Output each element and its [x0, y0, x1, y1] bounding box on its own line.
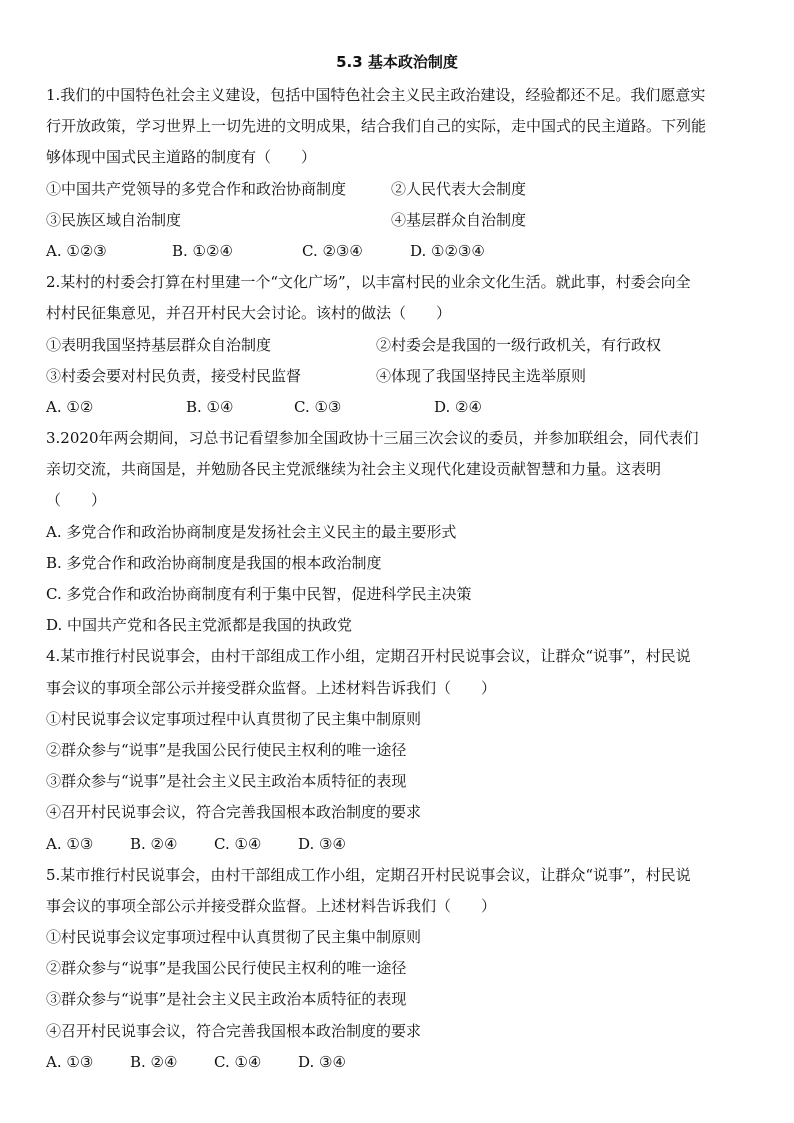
- option-d: D. 中国共产党和各民主党派都是我国的执政党: [46, 616, 353, 635]
- statement-2: ②群众参与“说事”是我国公民行使民主权利的唯一途径: [46, 740, 407, 759]
- choice-d: D. ②④: [434, 397, 482, 416]
- question-stem-line: 3.2020年两会期间，习总书记看望参加全国政协十三届三次会议的委员，并参加联组会，同代表们: [46, 429, 699, 448]
- statement-4: ④体现了我国坚持民主选举原则: [376, 366, 587, 385]
- choice-b: B. ①④: [186, 397, 234, 416]
- choice-a: A. ①②③: [46, 241, 107, 260]
- page-title: 5.3 基本政治制度: [336, 53, 458, 71]
- choice-a: A. ①②: [46, 397, 94, 416]
- question-2: [46, 267, 748, 423]
- statement-1: ①中国共产党领导的多党合作和政治协商制度: [46, 179, 347, 198]
- choice-b: B. ②④: [130, 1052, 178, 1071]
- question-stem-line: 事会议的事项全部公示并接受群众监督。上述材料告诉我们（ ）: [46, 896, 497, 915]
- choice-row: [46, 236, 748, 267]
- statement-4: ④召开村民说事会议，符合完善我国根本政治制度的要求: [46, 1021, 422, 1040]
- statement-3: ③民族区域自治制度: [46, 210, 182, 229]
- statement-3: ③群众参与“说事”是社会主义民主政治本质特征的表现: [46, 990, 407, 1009]
- choice-c: C. ①④: [214, 1052, 262, 1071]
- question-stem-line: 够体现中国式民主道路的制度有（ ）: [46, 148, 317, 167]
- statement-3: ③村委会要对村民负责，接受村民监督: [46, 366, 302, 385]
- choice-c: C. ①④: [214, 834, 262, 853]
- statement-4: ④基层群众自治制度: [391, 210, 527, 229]
- choice-row: [46, 392, 748, 423]
- choice-b: B. ②④: [130, 834, 178, 853]
- question-stem-line: 行开放政策，学习世界上一切先进的文明成果，结合我们自己的实际，走中国式的民主道路。下列能: [46, 117, 707, 136]
- statement-row: [46, 361, 748, 392]
- option-c: C. 多党合作和政治协商制度有利于集中民智，促进科学民主决策: [46, 585, 472, 603]
- statement-2: ②人民代表大会制度: [391, 179, 527, 198]
- question-stem-line: 2.某村的村委会打算在村里建一个“文化广场”，以丰富村民的业余文化生活。就此事，村委会向全: [46, 273, 691, 292]
- choice-row: [46, 829, 748, 860]
- choice-d: D. ③④: [298, 1052, 346, 1071]
- statement-2: ②群众参与“说事”是我国公民行使民主权利的唯一途径: [46, 959, 407, 978]
- statement-4: ④召开村民说事会议，符合完善我国根本政治制度的要求: [46, 803, 422, 822]
- statement-2: ②村委会是我国的一级行政机关，有行政权: [376, 335, 662, 354]
- statement-3: ③群众参与“说事”是社会主义民主政治本质特征的表现: [46, 772, 407, 791]
- choice-c: C. ①③: [294, 397, 342, 416]
- question-stem-line: 村村民征集意见，并召开村民大会讨论。该村的做法（ ）: [46, 304, 452, 323]
- choice-b: B. ①②④: [172, 241, 233, 260]
- question-list: [46, 80, 748, 1078]
- question-4: [46, 641, 748, 859]
- statement-1: ①村民说事会议定事项过程中认真贯彻了民主集中制原则: [46, 928, 422, 947]
- statement-1: ①村民说事会议定事项过程中认真贯彻了民主集中制原则: [46, 709, 422, 728]
- choice-a: A. ①③: [46, 1052, 94, 1071]
- option-b: B. 多党合作和政治协商制度是我国的根本政治制度: [46, 553, 382, 572]
- question-3: [46, 423, 748, 641]
- choice-d: D. ①②③④: [410, 241, 485, 260]
- question-stem-line: 1.我们的中国特色社会主义建设，包括中国特色社会主义民主政治建设，经验都还不足。我们愿意实: [46, 86, 706, 104]
- question-stem-line: 5.某市推行村民说事会，由村干部组成工作小组，定期召开村民说事会议，让群众“说事”，村民说: [46, 865, 691, 884]
- choice-c: C. ②③④: [302, 241, 363, 260]
- statement-row: [46, 174, 748, 205]
- question-1: [46, 80, 748, 267]
- statement-1: ①表明我国坚持基层群众自治制度: [46, 335, 272, 354]
- choice-a: A. ①③: [46, 834, 94, 853]
- question-stem-line: 事会议的事项全部公示并接受群众监督。上述材料告诉我们（ ）: [46, 678, 497, 697]
- statement-row: [46, 205, 748, 236]
- question-stem-line: 4.某市推行村民说事会，由村干部组成工作小组，定期召开村民说事会议，让群众“说事”，村民说: [46, 647, 691, 666]
- choice-d: D. ③④: [298, 834, 346, 853]
- question-stem-line: 亲切交流，共商国是，并勉励各民主党派继续为社会主义现代化建设贡献智慧和力量。这表明: [46, 460, 662, 479]
- question-stem-line: （ ）: [46, 491, 107, 510]
- statement-row: [46, 330, 748, 361]
- question-5: [46, 860, 748, 1078]
- choice-row: [46, 1047, 748, 1078]
- option-a: A. 多党合作和政治协商制度是发扬社会主义民主的最主要形式: [46, 522, 457, 541]
